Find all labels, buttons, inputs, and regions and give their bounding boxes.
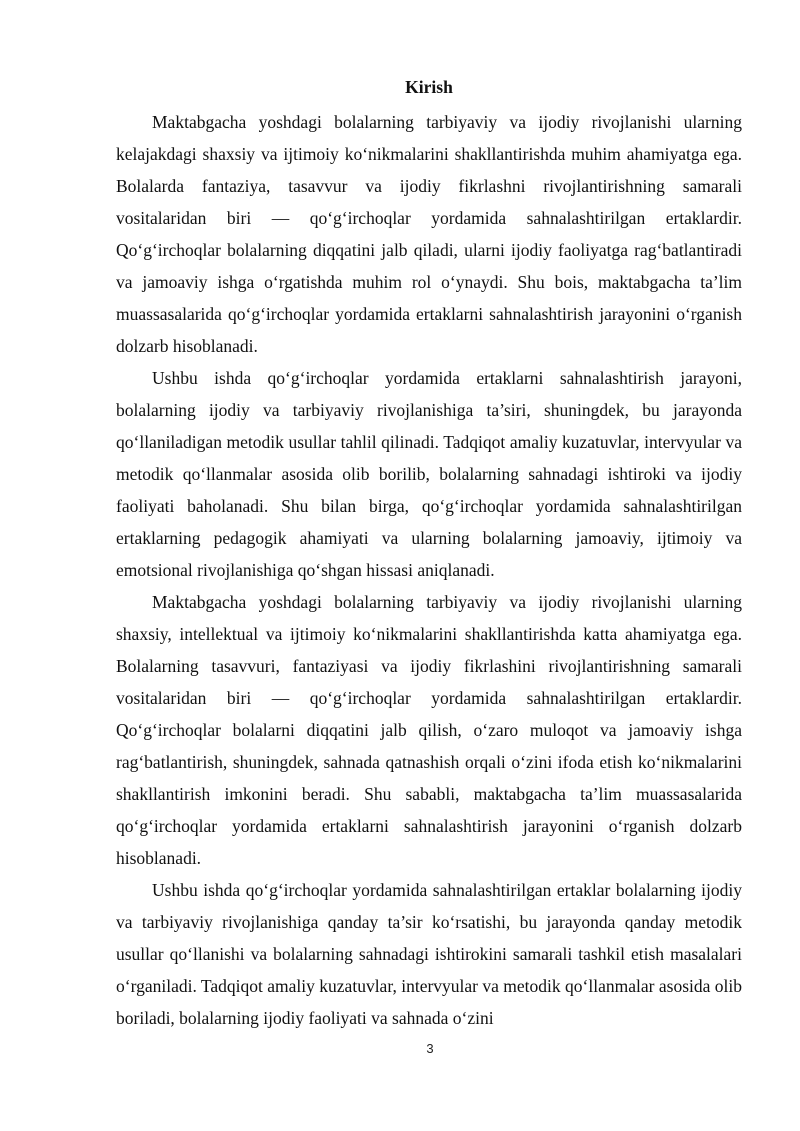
paragraph-4: Ushbu ishda qo‘g‘irchoqlar yordamida sahnalashtirilgan ertaklar bolalarning ijodiy va tarbiyaviy rivojlanishiga qanday ta’sir ko‘rsatishi, bu jarayonda qanday metodik usullar qo‘llanishi va bolalarning sahnadagi ishtirokini samarali tashkil etish masalalari o‘rganiladi. Tadqiqot amaliy kuzatuvlar, intervyular va metodik qo‘llanmalar asosida olib boriladi, bolalarning ijodiy faoliyati va sahnada o‘zini — [116, 880, 742, 1028]
paragraph-3: Maktabgacha yoshdagi bolalarning tarbiyaviy va ijodiy rivojlanishi ularning shaxsiy, intellektual va ijtimoiy ko‘nikmalarini shakllantirishda katta ahamiyatga ega. Bolalarning tasavvuri, fantaziyasi va ijodiy fikrlashini rivojlantirishning samarali vositalaridan biri — qo‘g‘irchoqlar yordamida sahnalashtirilgan ertaklardir. Qo‘g‘irchoqlar bolalarni diqqatini jalb qilish, o‘zaro muloqot va jamoaviy ishga rag‘batlantirish, shuningdek, sahnada qatnashish orqali o‘zini ifoda etish ko‘nikmalarini shakllantirish imkonini beradi. Shu sababli, maktabgacha ta’lim muassasalarida qo‘g‘irchoqlar yordamida ertaklarni sahnalashtirish jarayonini o‘rganish dolzarb hisoblanadi. — [116, 592, 742, 868]
paragraph-1: Maktabgacha yoshdagi bolalarning tarbiyaviy va ijodiy rivojlanishi ularning kelajakdagi shaxsiy va ijtimoiy ko‘nikmalarini shakllantirishda muhim ahamiyatga ega. Bolalarda fantaziya, tasavvur va ijodiy fikrlashni rivojlantirishning samarali vositalaridan biri — qo‘g‘irchoqlar yordamida sahnalashtirilgan ertaklardir. Qo‘g‘irchoqlar bolalarning diqqatini jalb qiladi, ularni ijodiy faoliyatga rag‘batlantiradi va jamoaviy ishga o‘rgatishda muhim rol o‘ynaydi. Shu bois, maktabgacha ta’lim muassasalarida qo‘g‘irchoqlar yordamida ertaklarni sahnalashtirish jarayonini o‘rganish dolzarb hisoblanadi. — [116, 112, 742, 356]
document-page — [116, 76, 742, 1034]
paragraph-2: Ushbu ishda qo‘g‘irchoqlar yordamida ertaklarni sahnalashtirish jarayoni, bolalarning ijodiy va tarbiyaviy rivojlanishiga ta’siri, shuningdek, bu jarayonda qo‘llaniladigan metodik usullar tahlil qilinadi. Tadqiqot amaliy kuzatuvlar, intervyular va metodik qo‘llanmalar asosida olib borilib, bolalarning sahnadagi ishtiroki va ijodiy faoliyati baholanadi. Shu bilan birga, qo‘g‘irchoqlar yordamida sahnalashtirilgan ertaklarning pedagogik ahamiyati va ularning bolalarning jamoaviy, ijtimoiy va emotsional rivojlanishiga qo‘shgan hissasi aniqlanadi. — [116, 368, 742, 580]
section-title: Kirish — [405, 77, 453, 97]
page-number: 3 — [426, 1041, 434, 1056]
